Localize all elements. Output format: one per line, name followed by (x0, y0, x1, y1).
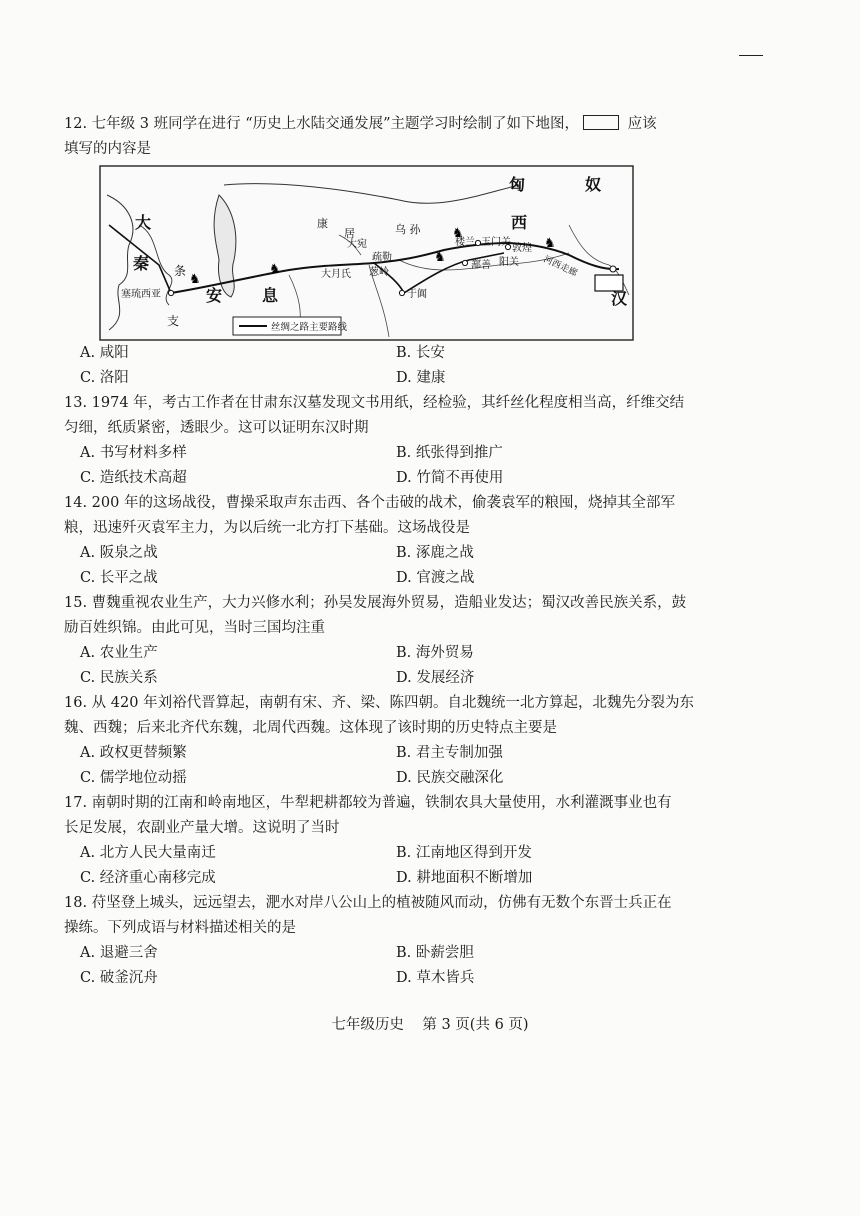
silk-road-map (99, 165, 634, 341)
option-d: D. 民族交融深化 (396, 770, 504, 786)
option-b: B. 涿鹿之战 (396, 545, 474, 561)
label-xiongnu-1: 匈 (509, 175, 526, 194)
label-han: 汉 (611, 289, 628, 308)
city-dot (610, 266, 616, 272)
label-xiongnu-2: 奴 (585, 175, 602, 194)
question-16-stem-line2: 魏、西魏；后来北齐代东魏，北周代西魏。这体现了该时期的历史特点主要是 (64, 720, 557, 736)
label-anxi-2: 息 (262, 286, 279, 305)
camel-icon: ♞ (434, 250, 446, 265)
option-d: D. 官渡之战 (396, 570, 475, 586)
option-d: D. 耕地面积不断增加 (396, 870, 533, 886)
label-loulan: 楼兰 (455, 237, 475, 248)
label-dayuezhi: 大月氏 (321, 269, 351, 280)
camel-icon: ♞ (452, 226, 464, 241)
option-a: A. 咸阳 (80, 345, 129, 361)
question-17 (64, 791, 804, 891)
label-dayuan: 大宛 (347, 239, 367, 250)
question-14-options (80, 541, 804, 591)
city-dot (462, 260, 467, 265)
option-a: A. 退避三舍 (80, 945, 158, 961)
label-daqin-2: 秦 (133, 254, 150, 273)
option-b: B. 海外贸易 (396, 645, 474, 661)
option-b: B. 长安 (396, 345, 445, 361)
question-13-stem-line2: 匀细，纸质紧密，透眼少。这可以证明东汉时期 (64, 420, 369, 436)
city-dot (168, 290, 173, 295)
city-dot (399, 290, 404, 295)
exam-page (64, 112, 804, 991)
label-zhi: 支 (167, 314, 180, 328)
option-c: C. 长平之战 (80, 570, 158, 586)
label-shanshan: 鄯善 (471, 260, 491, 271)
question-17-stem-line2: 长足发展，农副业产量大增。这说明了当时 (64, 820, 340, 836)
label-tiao: 条 (174, 264, 187, 278)
question-12-stem-line2: 填写的内容是 (64, 141, 151, 157)
label-kangju-1: 康 (317, 217, 328, 230)
question-15-stem-line2: 励百姓织锦。由此可见，当时三国均注重 (64, 620, 325, 636)
question-15 (64, 591, 804, 691)
label-selucia: 塞琉西亚 (121, 289, 161, 300)
label-yangguan: 阳关 (499, 257, 519, 268)
question-13-stem: 13. 1974 年，考古工作者在甘肃东汉墓发现文书用纸，经检验，其纤丝化程度相当高，纤维交结 (64, 395, 685, 411)
option-d: D. 建康 (396, 370, 446, 386)
question-12-options (80, 341, 804, 391)
page-footer: 七年级历史 第 3 页(共 6 页) (331, 1017, 529, 1033)
question-16 (64, 691, 804, 791)
camel-icon: ♞ (544, 236, 556, 251)
option-c: C. 造纸技术高超 (80, 470, 187, 486)
question-18 (64, 891, 804, 991)
option-c: C. 破釜沉舟 (80, 970, 158, 986)
option-c: C. 民族关系 (80, 670, 158, 686)
label-wusun: 乌 孙 (395, 223, 421, 236)
label-hexi-corridor: 河西走廊 (541, 254, 579, 279)
question-15-stem: 15. 曹魏重视农业生产，大力兴修水利；孙吴发展海外贸易，造船业发达；蜀汉改善民族关系，鼓 (64, 595, 687, 611)
label-shule: 疏勒 (372, 252, 392, 263)
question-14-stem: 14. 200 年的这场战役，曹操采取声东击西、各个击破的战术，偷袭袁军的粮囤，烧掉其全部军 (64, 495, 675, 511)
question-12-text-end: 应该 (623, 116, 657, 132)
question-14-stem-line2: 粮，迅速歼灭袁军主力，为以后统一北方打下基础。这场战役是 (64, 520, 470, 536)
option-b: B. 君主专制加强 (396, 745, 503, 761)
option-b: B. 江南地区得到开发 (396, 845, 532, 861)
question-18-stem: 18. 苻坚登上城头，远远望去，淝水对岸八公山上的植被随风而动，仿佛有无数个东晋士兵正在 (64, 895, 672, 911)
label-kangju-2: 居 (344, 227, 355, 240)
question-12 (64, 112, 804, 391)
question-15-options (80, 641, 804, 691)
question-17-stem: 17. 南朝时期的江南和岭南地区，牛犁耙耕都较为普遍，铁制农具大量使用，水利灌溉事业也有 (64, 795, 672, 811)
option-c: C. 洛阳 (80, 370, 129, 386)
question-12-text: 12. 七年级 3 班同学在进行 “历史上水陆交通发展”主题学习时绘制了如下地图， (64, 116, 580, 132)
option-c: C. 经济重心南移完成 (80, 870, 216, 886)
question-12-stem (64, 112, 804, 137)
label-dunhuang: 敦煌 (512, 243, 532, 254)
label-xi: 西 (511, 213, 528, 232)
camel-icon: ♞ (189, 272, 201, 287)
question-14 (64, 491, 804, 591)
question-17-options (80, 841, 804, 891)
question-18-options (80, 941, 804, 991)
option-d: D. 竹简不再使用 (396, 470, 504, 486)
option-b: B. 纸张得到推广 (396, 445, 503, 461)
option-c: C. 儒学地位动摇 (80, 770, 187, 786)
question-16-stem: 16. 从 420 年刘裕代晋算起，南朝有宋、齐、梁、陈四朝。自北魏统一北方算起，北魏先分裂为东 (64, 695, 695, 711)
label-congling: 葱岭 (369, 267, 389, 278)
answer-blank-box (583, 115, 619, 130)
option-a: A. 书写材料多样 (80, 445, 187, 461)
option-a: A. 政权更替频繁 (80, 745, 187, 761)
map-frame (100, 166, 633, 340)
option-b: B. 卧薪尝胆 (396, 945, 474, 961)
option-a: A. 农业生产 (80, 645, 158, 661)
label-anxi-1: 安 (206, 286, 223, 305)
label-daqin-1: 大 (135, 213, 152, 232)
label-yutian: 于阗 (407, 289, 427, 300)
question-13 (64, 391, 804, 491)
option-d: D. 发展经济 (396, 670, 475, 686)
option-a: A. 北方人民大量南迁 (80, 845, 216, 861)
legend-label: 丝绸之路主要路线 (271, 322, 348, 333)
option-d: D. 草木皆兵 (396, 970, 475, 986)
option-a: A. 阪泉之战 (80, 545, 158, 561)
question-13-options (80, 441, 804, 491)
camel-icon: ♞ (269, 262, 281, 277)
city-dot (475, 240, 480, 245)
silk-road-map-svg (99, 165, 634, 341)
top-edge-mark (739, 55, 763, 56)
label-yumenguan: 玉门关 (481, 237, 511, 248)
question-18-stem-line2: 操练。下列成语与材料描述相关的是 (64, 920, 296, 936)
question-16-options (80, 741, 804, 791)
